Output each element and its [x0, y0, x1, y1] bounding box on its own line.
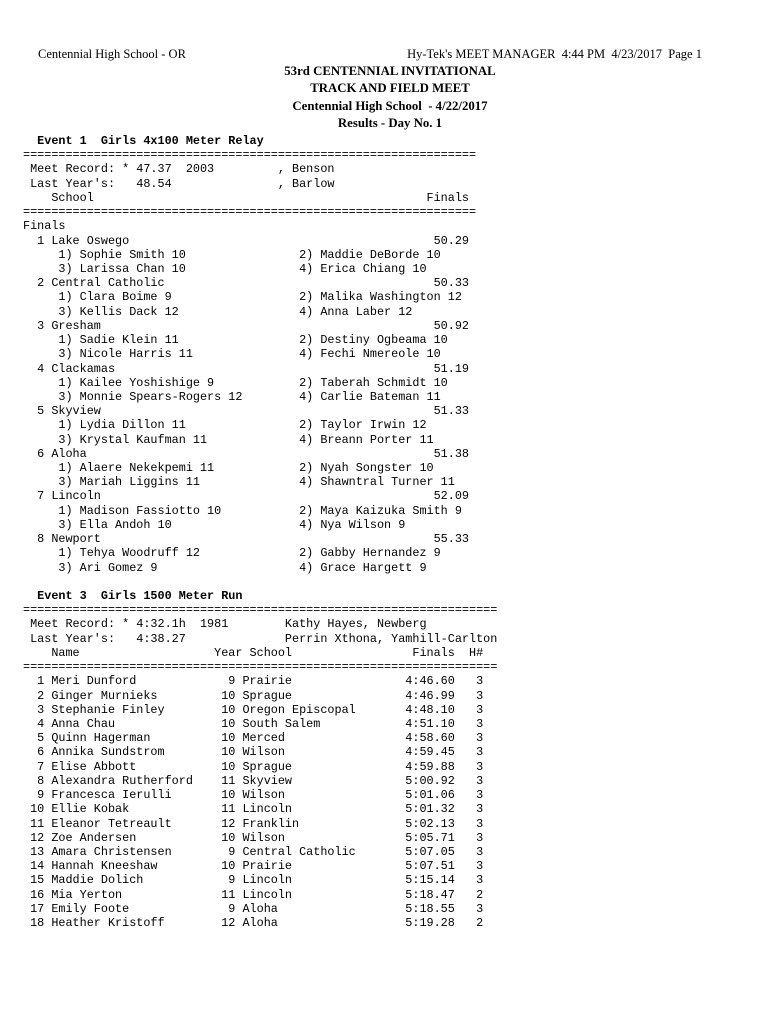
separator-line: =================================================================== — [23, 603, 498, 618]
relay-members-line: 3) Krystal Kaufman 11 4) Breann Porter 11 — [23, 432, 434, 447]
result-row: 4 Anna Chau 10 South Salem 4:51.10 3 — [23, 716, 484, 731]
separator-line: ================================================================ — [23, 148, 477, 163]
relay-members-line: 3) Kellis Dack 12 4) Anna Laber 12 — [23, 304, 413, 319]
report-header-software: Hy-Tek's MEET MANAGER 4:44 PM 4/23/2017 Page 1 — [407, 47, 702, 61]
relay-members-line: 3) Monnie Spears-Rogers 12 4) Carlie Bateman 11 — [23, 389, 441, 404]
meet-subtitle: TRACK AND FIELD MEET — [310, 81, 470, 96]
result-row: 5 Quinn Hagerman 10 Merced 4:58.60 3 — [23, 731, 484, 746]
relay-members-line: 1) Alaere Nekekpemi 11 2) Nyah Songster 10 — [23, 461, 434, 476]
column-header: School Finals — [23, 190, 469, 205]
relay-members-line: 3) Ella Andoh 10 4) Nya Wilson 9 — [23, 517, 406, 532]
result-row: 16 Mia Yerton 11 Lincoln 5:18.47 2 — [23, 887, 484, 902]
result-row: 4 Clackamas 51.19 — [23, 361, 469, 376]
relay-members-line: 1) Sadie Klein 11 2) Destiny Ogbeama 10 — [23, 333, 448, 348]
results-report — [23, 134, 497, 930]
relay-members-line: 3) Ari Gomez 9 4) Grace Hargett 9 — [23, 560, 427, 575]
relay-members-line: 1) Lydia Dillon 11 2) Taylor Irwin 12 — [23, 418, 427, 433]
record-line: Meet Record: * 47.37 2003 , Benson — [23, 162, 335, 177]
event-heading: Event 1 Girls 4x100 Meter Relay — [23, 134, 264, 148]
result-row: 8 Alexandra Rutherford 11 Skyview 5:00.92 3 — [23, 773, 484, 788]
record-line: Last Year's: 4:38.27 Perrin Xthona, Yamhill-Carlton — [23, 631, 498, 646]
separator-line: =================================================================== — [23, 660, 498, 675]
result-row: 8 Newport 55.33 — [23, 532, 469, 547]
relay-members-line: 1) Clara Boime 9 2) Malika Washington 12 — [23, 290, 462, 305]
relay-members-line: 1) Kailee Yoshishige 9 2) Taberah Schmidt 10 — [23, 375, 448, 390]
result-row: 6 Annika Sundstrom 10 Wilson 4:59.45 3 — [23, 745, 484, 760]
result-row: 12 Zoe Andersen 10 Wilson 5:05.71 3 — [23, 830, 484, 845]
result-row: 10 Ellie Kobak 11 Lincoln 5:01.32 3 — [23, 802, 484, 817]
result-row: 14 Hannah Kneeshaw 10 Prairie 5:07.51 3 — [23, 859, 484, 874]
meet-title-block — [0, 63, 770, 132]
result-row: 9 Francesca Ierulli 10 Wilson 5:01.06 3 — [23, 788, 484, 803]
result-row: 2 Ginger Murnieks 10 Sprague 4:46.99 3 — [23, 688, 484, 703]
result-row: 3 Gresham 50.92 — [23, 318, 469, 333]
result-row: 5 Skyview 51.33 — [23, 404, 469, 419]
column-header: Name Year School Finals H# — [23, 645, 484, 660]
result-row: 3 Stephanie Finley 10 Oregon Episcopal 4:48.10 3 — [23, 702, 484, 717]
result-row: 7 Lincoln 52.09 — [23, 489, 469, 504]
result-row: 7 Elise Abbott 10 Sprague 4:59.88 3 — [23, 759, 484, 774]
relay-members-line: 1) Madison Fassiotto 10 2) Maya Kaizuka Smith 9 — [23, 503, 462, 518]
record-line: Meet Record: * 4:32.1h 1981 Kathy Hayes, Newberg — [23, 617, 427, 632]
result-row: 17 Emily Foote 9 Aloha 5:18.55 3 — [23, 901, 484, 916]
result-row: 1 Lake Oswego 50.29 — [23, 233, 469, 248]
event-heading: Event 3 Girls 1500 Meter Run — [23, 589, 243, 603]
result-row: 1 Meri Dunford 9 Prairie 4:46.60 3 — [23, 674, 484, 689]
result-row: 18 Heather Kristoff 12 Aloha 5:19.28 2 — [23, 916, 484, 931]
result-row: 6 Aloha 51.38 — [23, 446, 469, 461]
separator-line: ================================================================ — [23, 205, 477, 220]
report-header-school: Centennial High School - OR — [38, 47, 186, 61]
result-row: 13 Amara Christensen 9 Central Catholic 5:07.05 3 — [23, 844, 484, 859]
relay-members-line: 1) Tehya Woodruff 12 2) Gabby Hernandez 9 — [23, 546, 441, 561]
relay-members-line: 3) Mariah Liggins 11 4) Shawntral Turner 11 — [23, 475, 455, 490]
result-row: 2 Central Catholic 50.33 — [23, 276, 469, 291]
relay-members-line: 3) Nicole Harris 11 4) Fechi Nmereole 10 — [23, 347, 441, 362]
result-row: 15 Maddie Dolich 9 Lincoln 5:15.14 3 — [23, 873, 484, 888]
meet-venue-date: Centennial High School - 4/22/2017 — [292, 98, 488, 113]
results-day: Results - Day No. 1 — [337, 115, 443, 130]
section-label: Finals — [23, 219, 66, 234]
relay-members-line: 3) Larissa Chan 10 4) Erica Chiang 10 — [23, 261, 427, 276]
meet-title: 53rd CENTENNIAL INVITATIONAL — [284, 64, 496, 78]
record-line: Last Year's: 48.54 , Barlow — [23, 176, 335, 191]
blank-line — [23, 575, 497, 589]
result-row: 11 Eleanor Tetreault 12 Franklin 5:02.13 3 — [23, 816, 484, 831]
relay-members-line: 1) Sophie Smith 10 2) Maddie DeBorde 10 — [23, 247, 441, 262]
